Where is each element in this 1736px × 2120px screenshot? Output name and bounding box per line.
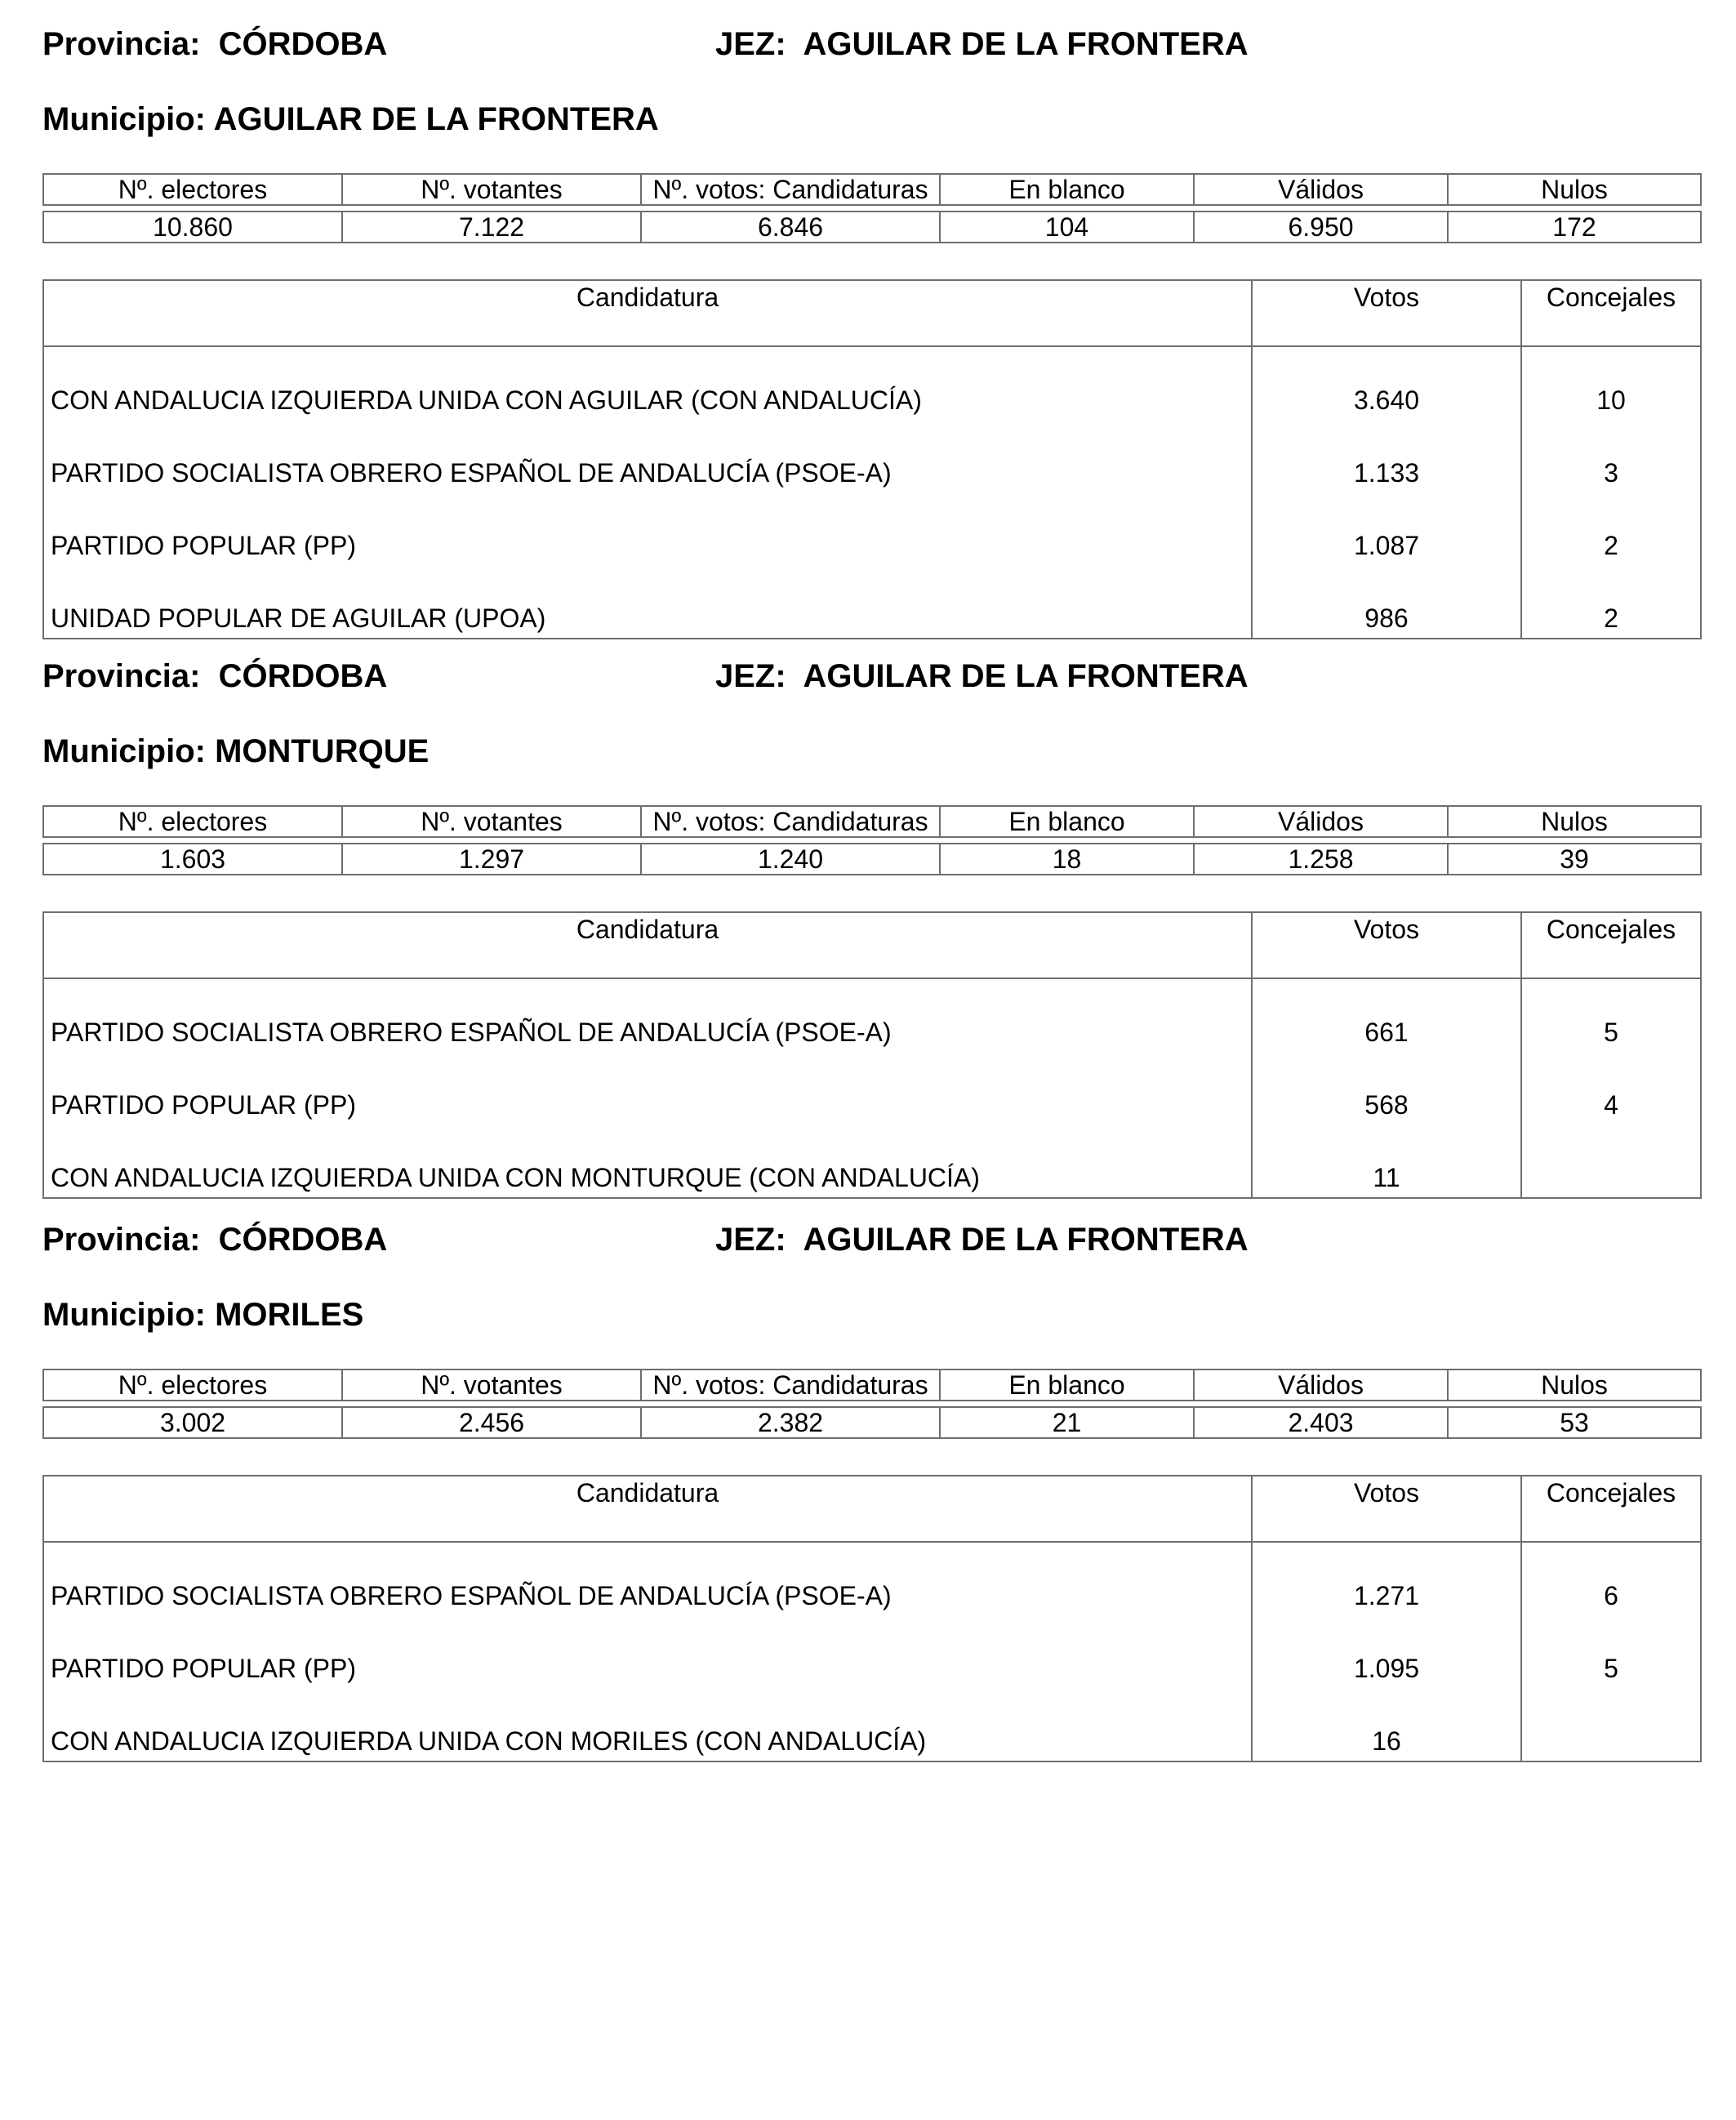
candidatura-votos: 1.095 xyxy=(1252,1615,1521,1688)
stats-header-validos: Válidos xyxy=(1194,806,1448,837)
municipio-section-moriles xyxy=(0,1196,1736,1759)
stats-header-validos: Válidos xyxy=(1194,1370,1448,1401)
candidatura-concejales: 5 xyxy=(1521,1615,1701,1688)
jez-heading: JEZ: AGUILAR DE LA FRONTERA xyxy=(715,658,1249,694)
jez-heading: JEZ: AGUILAR DE LA FRONTERA xyxy=(715,1222,1249,1258)
municipio-heading: Municipio: MORILES xyxy=(42,1297,364,1333)
stats-value-validos: 1.258 xyxy=(1194,844,1448,875)
table-row xyxy=(43,1615,1701,1688)
candidatura-name: PARTIDO SOCIALISTA OBRERO ESPAÑOL DE ANDALUCÍA (PSOE-A) xyxy=(51,1581,892,1610)
table-row xyxy=(43,1052,1701,1125)
candidatura-name: PARTIDO SOCIALISTA OBRERO ESPAÑOL DE ANDALUCÍA (PSOE-A) xyxy=(51,1018,892,1047)
stats-value-validos: 6.950 xyxy=(1194,212,1448,243)
candidaturas-table xyxy=(42,279,1702,639)
table-row xyxy=(43,346,1701,420)
stats-value-en-blanco: 18 xyxy=(940,844,1194,875)
stats-table xyxy=(42,805,1702,875)
jez-heading: JEZ: AGUILAR DE LA FRONTERA xyxy=(715,26,1249,62)
provincia-heading: Provincia: CÓRDOBA xyxy=(42,658,388,694)
candidatura-concejales: 6 xyxy=(1521,1542,1701,1615)
candidatura-name: UNIDAD POPULAR DE AGUILAR (UPOA) xyxy=(51,603,546,633)
table-row xyxy=(43,1542,1701,1615)
candidatura-concejales: 3 xyxy=(1521,420,1701,492)
stats-value-validos: 2.403 xyxy=(1194,1407,1448,1438)
municipio-section-monturque xyxy=(0,632,1736,1196)
header-candidatura: Candidatura xyxy=(43,1476,1252,1542)
stats-header-en-blanco: En blanco xyxy=(940,174,1194,205)
municipio-heading: Municipio: AGUILAR DE LA FRONTERA xyxy=(42,101,659,137)
candidatura-concejales xyxy=(1521,1125,1701,1198)
stats-header-votantes: Nº. votantes xyxy=(342,1370,641,1401)
candidatura-name: PARTIDO POPULAR (PP) xyxy=(51,1090,356,1120)
stats-header-row xyxy=(43,174,1701,205)
candidatura-votos: 1.087 xyxy=(1252,492,1521,565)
candidatura-concejales: 2 xyxy=(1521,492,1701,565)
stats-header-electores: Nº. electores xyxy=(43,174,342,205)
candidaturas-header-row xyxy=(43,912,1701,978)
stats-value-en-blanco: 21 xyxy=(940,1407,1194,1438)
header-concejales: Concejales xyxy=(1521,280,1701,346)
candidatura-name: CON ANDALUCIA IZQUIERDA UNIDA CON MONTURQUE (CON ANDALUCÍA) xyxy=(51,1163,980,1192)
candidatura-votos: 16 xyxy=(1252,1688,1521,1761)
table-row xyxy=(43,1688,1701,1761)
header-votos: Votos xyxy=(1252,280,1521,346)
stats-value-electores: 1.603 xyxy=(43,844,342,875)
candidaturas-table xyxy=(42,911,1702,1199)
stats-header-votos-candidaturas: Nº. votos: Candidaturas xyxy=(641,174,940,205)
candidatura-votos: 986 xyxy=(1252,565,1521,639)
provincia-heading: Provincia: CÓRDOBA xyxy=(42,1222,388,1258)
header-candidatura: Candidatura xyxy=(43,280,1252,346)
header-concejales: Concejales xyxy=(1521,912,1701,978)
table-row xyxy=(43,420,1701,492)
stats-header-votantes: Nº. votantes xyxy=(342,174,641,205)
candidatura-name: CON ANDALUCIA IZQUIERDA UNIDA CON MORILES (CON ANDALUCÍA) xyxy=(51,1726,927,1756)
stats-header-row xyxy=(43,806,1701,837)
stats-value-row xyxy=(43,844,1701,875)
municipio-section-aguilar xyxy=(0,0,1736,633)
stats-table xyxy=(42,1369,1702,1439)
stats-table xyxy=(42,173,1702,243)
stats-value-row xyxy=(43,212,1701,243)
candidatura-concejales: 2 xyxy=(1521,565,1701,639)
table-row xyxy=(43,565,1701,639)
header-votos: Votos xyxy=(1252,1476,1521,1542)
candidatura-votos: 3.640 xyxy=(1252,346,1521,420)
candidatura-concejales xyxy=(1521,1688,1701,1761)
table-row xyxy=(43,492,1701,565)
table-row xyxy=(43,978,1701,1052)
stats-header-electores: Nº. electores xyxy=(43,806,342,837)
stats-value-votos-candidaturas: 1.240 xyxy=(641,844,940,875)
candidatura-votos: 568 xyxy=(1252,1052,1521,1125)
stats-header-en-blanco: En blanco xyxy=(940,1370,1194,1401)
candidatura-votos: 661 xyxy=(1252,978,1521,1052)
stats-header-votantes: Nº. votantes xyxy=(342,806,641,837)
stats-header-row xyxy=(43,1370,1701,1401)
header-candidatura: Candidatura xyxy=(43,912,1252,978)
candidatura-concejales: 10 xyxy=(1521,346,1701,420)
header-concejales: Concejales xyxy=(1521,1476,1701,1542)
stats-value-votos-candidaturas: 2.382 xyxy=(641,1407,940,1438)
stats-header-votos-candidaturas: Nº. votos: Candidaturas xyxy=(641,1370,940,1401)
stats-value-row xyxy=(43,1407,1701,1438)
candidatura-votos: 11 xyxy=(1252,1125,1521,1198)
stats-header-electores: Nº. electores xyxy=(43,1370,342,1401)
stats-value-votos-candidaturas: 6.846 xyxy=(641,212,940,243)
stats-header-validos: Válidos xyxy=(1194,174,1448,205)
candidatura-concejales: 5 xyxy=(1521,978,1701,1052)
candidatura-name: PARTIDO SOCIALISTA OBRERO ESPAÑOL DE ANDALUCÍA (PSOE-A) xyxy=(51,458,892,488)
stats-value-electores: 10.860 xyxy=(43,212,342,243)
candidatura-votos: 1.271 xyxy=(1252,1542,1521,1615)
stats-header-nulos: Nulos xyxy=(1448,806,1701,837)
stats-header-votos-candidaturas: Nº. votos: Candidaturas xyxy=(641,806,940,837)
header-votos: Votos xyxy=(1252,912,1521,978)
candidatura-name: PARTIDO POPULAR (PP) xyxy=(51,1654,356,1683)
stats-header-nulos: Nulos xyxy=(1448,174,1701,205)
stats-value-electores: 3.002 xyxy=(43,1407,342,1438)
stats-value-nulos: 172 xyxy=(1448,212,1701,243)
stats-value-votantes: 7.122 xyxy=(342,212,641,243)
candidatura-name: CON ANDALUCIA IZQUIERDA UNIDA CON AGUILAR (CON ANDALUCÍA) xyxy=(51,385,922,415)
candidatura-votos: 1.133 xyxy=(1252,420,1521,492)
provincia-heading: Provincia: CÓRDOBA xyxy=(42,26,388,62)
candidaturas-table xyxy=(42,1475,1702,1762)
candidaturas-header-row xyxy=(43,280,1701,346)
stats-header-en-blanco: En blanco xyxy=(940,806,1194,837)
stats-value-nulos: 53 xyxy=(1448,1407,1701,1438)
stats-value-votantes: 2.456 xyxy=(342,1407,641,1438)
table-row xyxy=(43,1125,1701,1198)
stats-value-nulos: 39 xyxy=(1448,844,1701,875)
candidaturas-header-row xyxy=(43,1476,1701,1542)
municipio-heading: Municipio: MONTURQUE xyxy=(42,733,430,769)
stats-header-nulos: Nulos xyxy=(1448,1370,1701,1401)
stats-value-en-blanco: 104 xyxy=(940,212,1194,243)
candidatura-name: PARTIDO POPULAR (PP) xyxy=(51,531,356,560)
stats-value-votantes: 1.297 xyxy=(342,844,641,875)
candidatura-concejales: 4 xyxy=(1521,1052,1701,1125)
